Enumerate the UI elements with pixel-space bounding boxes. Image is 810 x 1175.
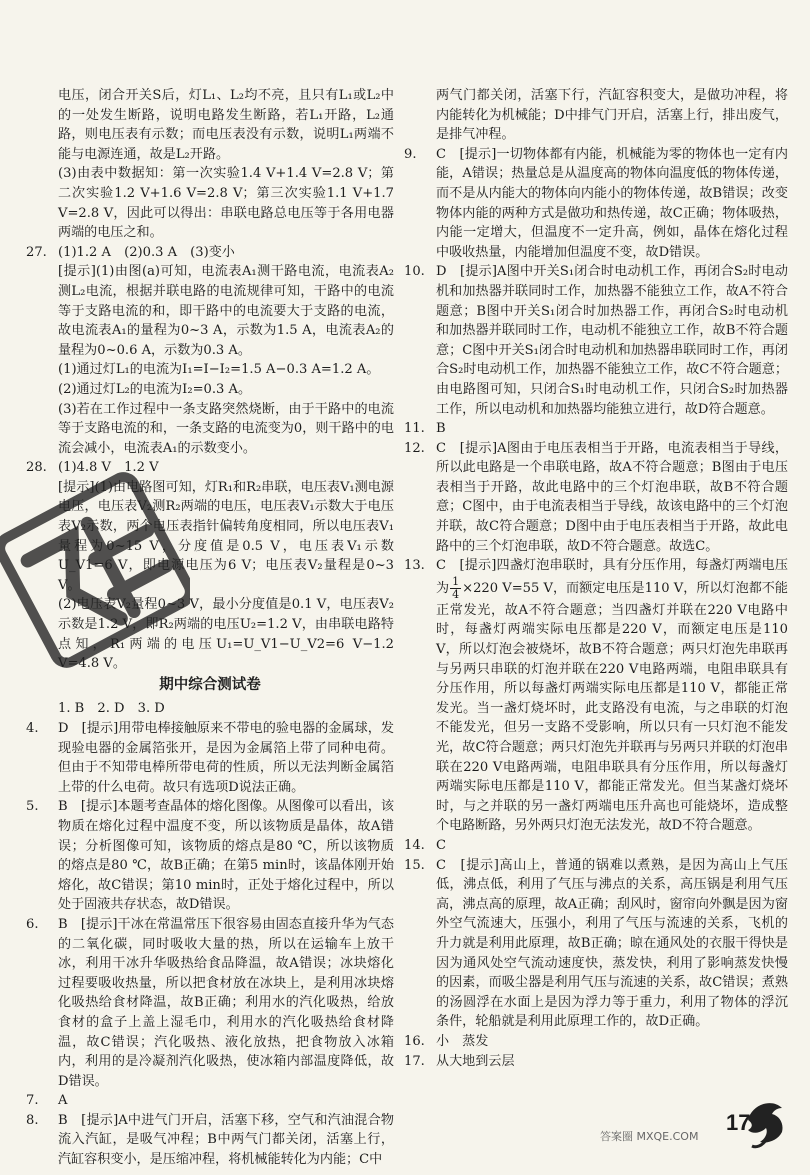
answer-10 — [404, 262, 788, 419]
answer-text: (1)4.8 V 1.2 V — [58, 460, 159, 476]
question-number: 17. — [404, 1053, 425, 1069]
question-number: 10. — [404, 264, 425, 280]
hint-paragraph: [提示](1)由电路图可知，灯R₁和R₂串联，电压表V₁测电源电压，电压表V₂测R₂两端的电压，电压表V₁示数大于电压表V₂示数，两个电压表指针偏转角度相同，所以电压表V₁量程为0~15 V，分度值是0.5 V，电压表V₁示数U_V1=6 V，即电源电压为6 V；电压表V₂量程是0~3 V。 — [58, 479, 394, 593]
answer-9 — [404, 145, 788, 263]
answer-text: C [提示]一切物体都有内能，机械能为零的物体也一定有内能，A错误；热量总是从温度高的物体向温度低的物体传递，而不是从内能大的物体向内能小的物体传递，故B错误；改变物体内能的两种方式是做功和热传递，故C正确；物体吸热，内能一定增大，但温度不一定升高，例如，晶体在熔化过程中吸收热量，内能增加但温度不变，故D错误。 — [436, 146, 788, 260]
answer-text-part: ×220 V=55 V，而额定电压是110 V，所以灯泡都不能正常发光，故A不符合题意；当四盏灯并联在220 V电路中时，每盏灯两端实际电压都是220 V，而额定电压是110 V，所以灯泡会被烧坏，故B不符合题意；两只灯泡先串联再与另两只串联的灯泡并联在220 V电路两端，电阻串联具有分压作用，所以每盏灯两端实际电压都是110 V，都能正常发光。当一盏灯烧坏时，此支路没有电流，与之串联的灯泡不能发光，但另一支路不受影响，所以只有一只灯泡不能发光，故C符合题意；两只灯泡先并联再与另两只并联的灯泡串联在220 V电路两端，电阻串联具有分压作用，所以每盏灯两端实际电压都是110 V，都能正常发光。但当某盏灯烧坏时，与之并联的另一盏灯两端电压升高也可能烧坏，造成整个电路断路，另外两只灯泡无法发光，故D不符合题意。 — [436, 580, 789, 834]
fraction-denominator: 4 — [452, 587, 460, 601]
question-number: 13. — [404, 558, 425, 574]
answer-text: B [提示]本题考查晶体的熔化图像。从图像可以看出，该物质在熔化过程中温度不变，所以该物质是晶体，故A错误；分析图像可知，该物质的熔点是80 ℃，所以该物质的熔点是80 ℃，故B正确；在第5 min时，该晶体刚开始熔化，故C错误；第10 min时，正处于熔化过程中，所以处于固液共存状态，故D错误。 — [58, 799, 394, 913]
question-number: 15. — [404, 857, 425, 873]
answer-4 — [26, 719, 394, 797]
answer-text: A — [58, 1093, 68, 1109]
answer-16 — [404, 1032, 788, 1052]
question-number: 12. — [404, 440, 425, 456]
question-number: 9. — [404, 146, 417, 162]
paragraph: 电压，闭合开关S后，灯L₁、L₂均不亮，且只有L₁或L₂中的一处发生断路，说明电路发生断路，若L₁开路，L₂通路，则电压表有示数；而电压表没有示数，说明L₁两端不能与电源连通，故是L₂开路。 — [58, 88, 394, 162]
answer-14 — [404, 836, 788, 856]
paragraph: 两气门都关闭，活塞下行，汽缸容积变大，是做功冲程，将内能转化为机械能；D中排气门开启，活塞上行，排出废气，是排气冲程。 — [436, 88, 788, 143]
watermark: 答案圈 MXQE.COM — [600, 1130, 699, 1143]
answer-text: C [提示]高山上，普通的锅难以煮熟，是因为高山上气压低，沸点低，利用了气压与沸点的关系，高压锅是利用气压高，沸点高的原理，故A正确；刮风时，窗帘向外飘是因为窗外空气流速大，压强小，利用了气压与流速的关系，飞机的升力就是利用此原理，故B正确；晾在通风处的衣服干得快是因为通风处空气流动速度快，蒸发快，利用了影响蒸发快慢的因素，而吸尘器是利用气压与流速的关系，故C错误；煮熟的汤圆浮在水面上是因为浮力等于重力，利用了物体的浮沉条件，轮船就是利用此原理工作的，故D正确。 — [436, 857, 788, 1030]
question-number: 16. — [404, 1033, 425, 1049]
answer-text: 从大地到云层 — [436, 1053, 515, 1069]
hint-paragraph: (2)电压表V₂量程0~3 V，最小分度值是0.1 V，电压表V₂示数是1.2 V，即R₂两端的电压U₂=1.2 V，由串联电路特点知，R₁两端的电压U₁=U_V1−U_V2=6 V−1.2 V=4.8 V。 — [58, 597, 394, 672]
answer-text: B [提示]A中进气门开启，活塞下移，空气和汽油混合物流入汽缸，是吸气冲程；B中两气门都关闭，活塞上行，汽缸容积变小，是压缩冲程，将机械能转化为内能；C中 — [58, 1112, 394, 1168]
question-number: 14. — [404, 837, 425, 853]
question-number: 28. — [26, 460, 47, 476]
hint-paragraph: [提示](1)由图(a)可知，电流表A₁测干路电流，电流表A₂测L₂电流，根据并联电路的电流规律可知，干路中的电流等于支路电流的和，即干路中的电流要大于支路的电流，故电流表A₁的量程为0~3 A，示数为1.5 A，电流表A₂的量程为0~0.6 A，示数为0.3 A。 — [58, 264, 394, 358]
answer-5 — [26, 797, 394, 915]
answer-line: 1. B 2. D 3. D — [58, 701, 165, 717]
answer-7 — [26, 1091, 394, 1111]
hint-paragraph: (3)若在工作过程中一条支路突然烧断，由于干路中的电流等于支路电流的和，一条支路的电流变为0，则干路中的电流会减小，电流表A₁的示数变小。 — [58, 401, 394, 456]
answer-text: D [提示]用带电棒接触原来不带电的验电器的金属球，发现验电器的金属箔张开，是因为金属箔上带了同种电荷。但由于不知带电棒所带电荷的性质，所以无法判断金属箔上带的什么电荷。故只有选项D说法正确。 — [58, 721, 394, 795]
hint-paragraph: (1)通过灯L₁的电流为I₁=I−I₂=1.5 A−0.3 A=1.2 A。 — [58, 362, 380, 378]
answer-8 — [26, 1111, 394, 1170]
right-column — [404, 86, 788, 1071]
answer-text: 小 蒸发 — [436, 1033, 489, 1049]
answer-text: B — [436, 421, 446, 437]
answer-6 — [26, 915, 394, 1091]
fraction-numerator: 1 — [452, 574, 460, 588]
answer-13 — [404, 556, 788, 836]
answer-15 — [404, 856, 788, 1032]
fraction — [450, 576, 461, 601]
answer-text: B [提示]干冰在常温常压下很容易由固态直接升华为气态的二氧化碳，同时吸收大量的热，所以在运输车上放干冰，利用干冰升华吸热给食品降温，故A错误；冰块熔化过程要吸收热量，所以把食材放在冰块上，是利用冰块熔化吸热给食材降温，故B正确；利用水的汽化吸热，给放食材的盒子上盖上湿毛巾，利用水的汽化吸热给食材降温，故C错误；汽化吸热、液化放热，把食物放入冰箱内，利用的是冷凝剂汽化吸热，使冰箱内部温度降低，故D错误。 — [58, 916, 394, 1089]
question-number: 27. — [26, 244, 47, 260]
answer-text: C — [436, 837, 447, 853]
answer-text-part: C [提示]四盏灯泡串联时，具有分压作用，每盏灯两端电压为 — [436, 558, 788, 596]
question-number: 11. — [404, 421, 425, 437]
page-number: 17 — [726, 1110, 751, 1135]
hint-paragraph: (2)通过灯L₂的电流为I₂=0.3 A。 — [58, 381, 252, 397]
answer-12 — [404, 439, 788, 557]
answer-text: (1)1.2 A (2)0.3 A (3)变小 — [58, 244, 235, 260]
answer-text — [436, 556, 788, 836]
answer-28 — [26, 458, 394, 478]
question-number: 5. — [26, 799, 39, 815]
answer-text: D [提示]A图中开关S₁闭合时电动机工作，再闭合S₂时电动机和加热器并联同时工作，加热器不能独立工作，故A不符合题意；B图中开关S₁闭合时加热器工作，再闭合S₂时电动机和加热器并联同时工作，电动机不能独立工作，故B不符合题意；C图中开关S₁闭合时电动机和加热器串联同时工作，再闭合S₂时电动机工作，加热器不能独立工作，故C不符合题意；由电路图可知，只闭合S₁时电动机工作，只闭合S₂时加热器工作，所以电动机和加热器均能独立进行，故D符合题意。 — [436, 264, 788, 417]
answer-17 — [404, 1052, 788, 1072]
question-number: 4. — [26, 721, 39, 736]
question-number: 6. — [26, 916, 39, 932]
answer-27 — [26, 243, 394, 263]
paragraph: (3)由表中数据知：第一次实验1.4 V+1.4 V=2.8 V；第二次实验1.2 V+1.6 V=2.8 V；第三次实验1.1 V+1.7 V=2.8 V，因此可以得出：串联电路总电压等于各用电器两端的电压之和。 — [58, 166, 394, 241]
answer-text: C [提示]A图由于电压表相当于开路，电流表相当于导线，所以此电路是一个串联电路，故A不符合题意；B图由于电压表相当于开路，故此电路中的三个灯泡串联，故B不符合题意；C图中，由于电流表相当于导线，故该电路中的三个灯泡并联，故C符合题意；D图中由于电压表相当于开路，故此电路中的三个灯泡串联，故D不符合题意。故选C。 — [436, 440, 788, 554]
question-number: 8. — [26, 1112, 39, 1128]
answer-11 — [404, 419, 788, 439]
left-column — [26, 86, 394, 1170]
section-title: 期中综合测试卷 — [159, 676, 261, 693]
question-number: 7. — [26, 1093, 39, 1109]
